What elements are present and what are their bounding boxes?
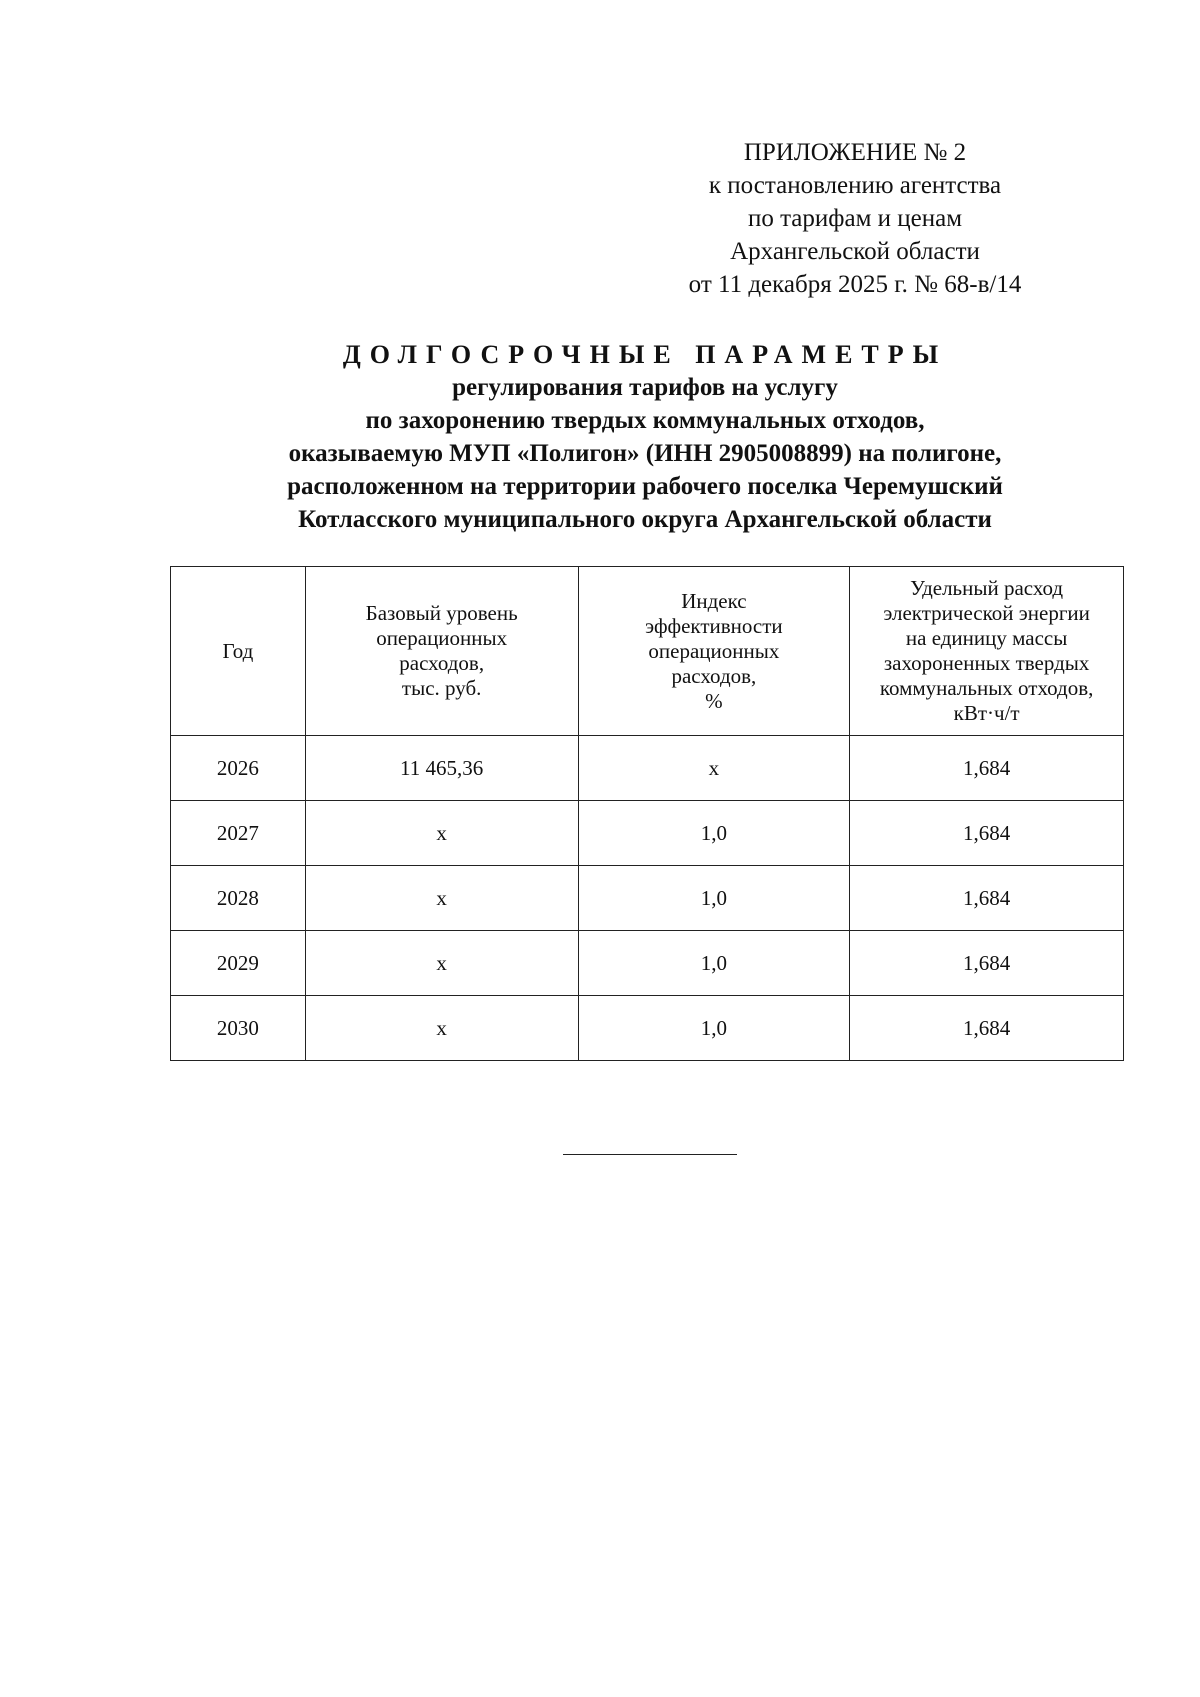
table-row <box>171 736 1124 801</box>
title-line: Котласского муниципального округа Архангельской области <box>298 506 992 533</box>
cell-efficiency-index: 1,0 <box>578 866 850 931</box>
appendix-block <box>660 136 1050 301</box>
title-line: расположенном на территории рабочего поселка Черемушский <box>287 473 1003 500</box>
cell-base-opex: x <box>305 996 578 1061</box>
header-base-opex: Базовый уровень операционных расходов, тыс. руб. <box>305 567 578 736</box>
appendix-number: ПРИЛОЖЕНИЕ № 2 <box>743 139 967 166</box>
table-row <box>171 931 1124 996</box>
appendix-line: по тарифам и ценам <box>747 205 963 232</box>
appendix-date: от 11 декабря 2025 г. № 68-в/14 <box>688 271 1022 298</box>
table-row <box>171 996 1124 1061</box>
title-line: регулирования тарифов на услугу <box>452 374 838 401</box>
cell-efficiency-index: x <box>578 736 850 801</box>
header-year: Год <box>171 567 306 736</box>
cell-efficiency-index: 1,0 <box>578 931 850 996</box>
cell-energy-consumption: 1,684 <box>850 996 1124 1061</box>
cell-base-opex: x <box>305 866 578 931</box>
cell-base-opex: x <box>305 931 578 996</box>
cell-base-opex: x <box>305 801 578 866</box>
cell-efficiency-index: 1,0 <box>578 996 850 1061</box>
table-header-row <box>171 567 1124 736</box>
parameters-table <box>170 566 1124 1061</box>
cell-year: 2030 <box>171 996 306 1061</box>
cell-energy-consumption: 1,684 <box>850 801 1124 866</box>
header-efficiency-index: Индекс эффективности операционных расходов, % <box>578 567 850 736</box>
table-row <box>171 801 1124 866</box>
cell-base-opex: 11 465,36 <box>305 736 578 801</box>
cell-energy-consumption: 1,684 <box>850 736 1124 801</box>
title-main: ДОЛГОСРОЧНЫЕ ПАРАМЕТРЫ <box>342 340 948 369</box>
cell-energy-consumption: 1,684 <box>850 866 1124 931</box>
cell-year: 2028 <box>171 866 306 931</box>
table-row <box>171 866 1124 931</box>
title-line: оказываемую МУП «Полигон» (ИНН 2905008899) на полигоне, <box>288 440 1002 467</box>
document-title <box>160 338 1130 536</box>
header-energy-consumption: Удельный расход электрической энергии на единицу массы захороненных твердых коммунальных отходов, кВт·ч/т <box>850 567 1124 736</box>
end-of-document-rule <box>563 1154 737 1155</box>
cell-energy-consumption: 1,684 <box>850 931 1124 996</box>
title-line: по захоронению твердых коммунальных отходов, <box>365 407 925 434</box>
cell-year: 2026 <box>171 736 306 801</box>
cell-year: 2029 <box>171 931 306 996</box>
appendix-line: Архангельской области <box>730 238 980 265</box>
appendix-line: к постановлению агентства <box>708 172 1002 199</box>
cell-year: 2027 <box>171 801 306 866</box>
cell-efficiency-index: 1,0 <box>578 801 850 866</box>
